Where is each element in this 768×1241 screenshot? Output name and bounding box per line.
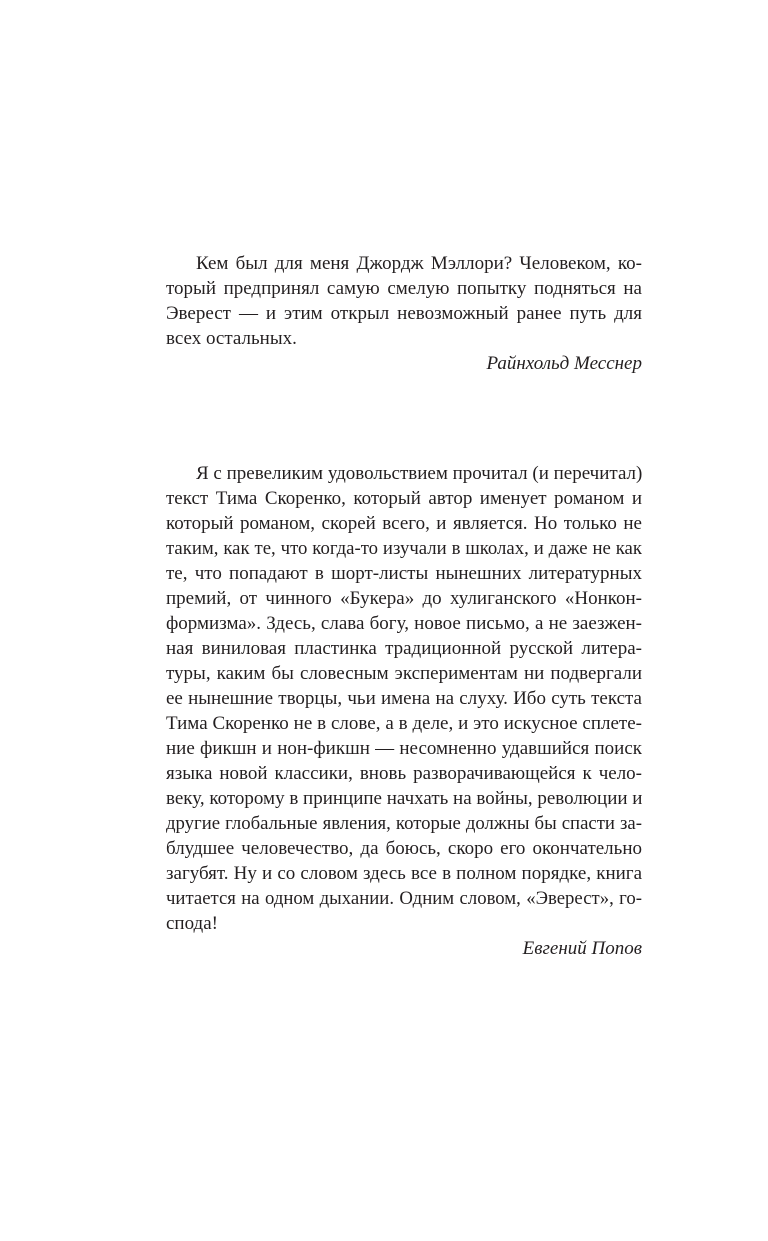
quote-line: другие глобальные явления, которые должны бы спасти за- bbox=[166, 813, 642, 834]
quote-line: торый предпринял самую смелую попытку подняться на bbox=[166, 278, 642, 299]
quote-author: Евгений Попов bbox=[522, 938, 642, 959]
epigraph-messner bbox=[166, 251, 642, 376]
quote-line: туры, каким бы словесным экспериментам ни подвергали bbox=[166, 663, 642, 684]
quote-line: Кем был для меня Джордж Мэллори? Человеком, ко- bbox=[196, 253, 642, 274]
quote-line: текст Тима Скоренко, который автор именует романом и bbox=[166, 488, 642, 509]
epigraph-popov bbox=[166, 461, 642, 961]
quote-line: языка новой классики, вновь разворачивающейся к чело- bbox=[166, 763, 642, 784]
quote-line: блудшее человечество, да боюсь, скоро его окончательно bbox=[166, 838, 642, 859]
quote-line: всех остальных. bbox=[166, 328, 297, 349]
quote-line: Я с превеликим удовольствием прочитал (и перечитал) bbox=[196, 463, 643, 484]
quote-line: загубят. Ну и со словом здесь все в полном порядке, книга bbox=[166, 863, 642, 884]
quote-line: таким, как те, что когда-то изучали в школах, и даже не как bbox=[166, 538, 642, 559]
quote-line: читается на одном дыхании. Одним словом, «Эверест», го- bbox=[166, 888, 642, 909]
quote-line: который романом, скорей всего, и является. Но только не bbox=[166, 513, 642, 534]
quote-author: Райнхольд Месснер bbox=[486, 353, 642, 374]
quote-line: веку, которому в принципе начхать на войны, революции и bbox=[166, 788, 643, 809]
quote-line: спода! bbox=[166, 913, 218, 934]
quote-line: ее нынешние творцы, чьи имена на слуху. Ибо суть текста bbox=[166, 688, 642, 709]
quote-line: ная виниловая пластинка традиционной русской литера- bbox=[166, 638, 642, 659]
quote-line: те, что попадают в шорт-листы нынешних литературных bbox=[166, 563, 642, 584]
quote-line: ние фикшн и нон-фикшн — несомненно удавшийся поиск bbox=[166, 738, 642, 759]
quote-line: премий, от чинного «Букера» до хулиганского «Нонкон- bbox=[166, 588, 642, 609]
quote-line: формизма». Здесь, слава богу, новое письмо, а не заезжен- bbox=[166, 613, 642, 634]
quote-line: Эверест — и этим открыл невозможный ранее путь для bbox=[166, 303, 642, 324]
quote-line: Тима Скоренко не в слове, а в деле, и это искусное сплете- bbox=[166, 713, 642, 734]
